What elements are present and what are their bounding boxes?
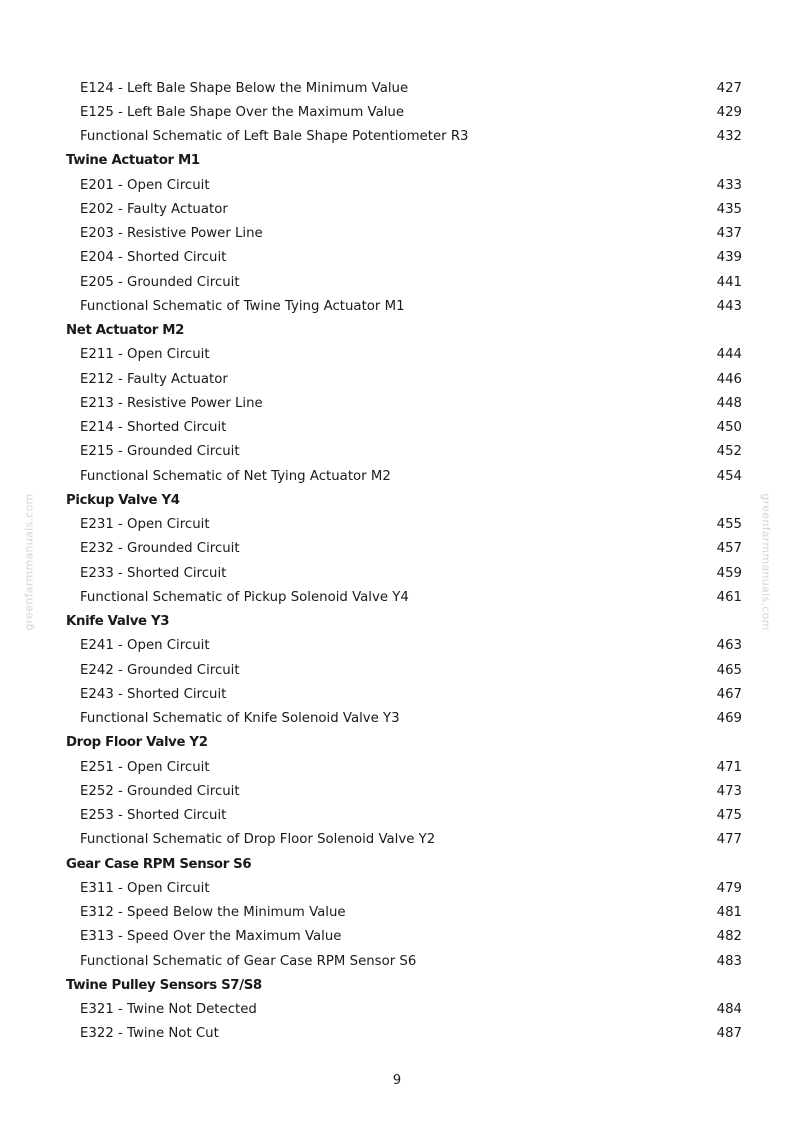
entry-page-number: 477 — [716, 832, 742, 848]
toc-entry[interactable] — [66, 173, 742, 197]
entry-page-number: 471 — [716, 759, 742, 775]
entry-page-number: 467 — [716, 686, 742, 702]
toc-entry[interactable] — [66, 949, 742, 973]
entry-title: E215 - Grounded Circuit — [80, 444, 240, 460]
table-of-contents — [66, 76, 742, 1046]
entry-title: E201 - Open Circuit — [80, 177, 210, 193]
toc-entry[interactable] — [66, 804, 742, 828]
entry-page-number: 433 — [716, 177, 742, 193]
toc-entry[interactable] — [66, 901, 742, 925]
entry-title: Functional Schematic of Twine Tying Actuator M1 — [80, 298, 405, 314]
entry-title: Functional Schematic of Drop Floor Solenoid Valve Y2 — [80, 832, 436, 848]
entry-page-number: 427 — [716, 80, 742, 96]
toc-entry[interactable] — [66, 197, 742, 221]
entry-page-number: 465 — [716, 662, 742, 678]
toc-entry[interactable] — [66, 391, 742, 415]
entry-title: Functional Schematic of Knife Solenoid Valve Y3 — [80, 711, 400, 727]
entry-title: E311 - Open Circuit — [80, 880, 210, 896]
entry-page-number: 463 — [716, 638, 742, 654]
toc-section-heading — [66, 731, 742, 755]
entry-title: Functional Schematic of Gear Case RPM Sensor S6 — [80, 953, 417, 969]
toc-entry[interactable] — [66, 755, 742, 779]
toc-entry[interactable] — [66, 513, 742, 537]
entry-page-number: 439 — [716, 250, 742, 266]
toc-entry[interactable] — [66, 76, 742, 100]
entry-page-number: 461 — [716, 589, 742, 605]
entry-page-number: 448 — [716, 395, 742, 411]
entry-page-number: 475 — [716, 808, 742, 824]
entry-page-number: 481 — [716, 905, 742, 921]
toc-section-heading — [66, 610, 742, 634]
entry-page-number: 452 — [716, 444, 742, 460]
page-number: 9 — [392, 1073, 402, 1088]
toc-entry[interactable] — [66, 585, 742, 609]
entry-title: E242 - Grounded Circuit — [80, 662, 240, 678]
entry-title: E204 - Shorted Circuit — [80, 250, 227, 266]
toc-entry[interactable] — [66, 294, 742, 318]
entry-page-number: 459 — [716, 565, 742, 581]
entry-title: E202 - Faulty Actuator — [80, 201, 228, 217]
entry-title: E213 - Resistive Power Line — [80, 395, 263, 411]
entry-title: Functional Schematic of Pickup Solenoid Valve Y4 — [80, 589, 409, 605]
section-title: Pickup Valve Y4 — [66, 492, 180, 508]
entry-page-number: 432 — [716, 129, 742, 145]
entry-page-number: 479 — [716, 880, 742, 896]
toc-entry[interactable] — [66, 367, 742, 391]
toc-entry[interactable] — [66, 222, 742, 246]
entry-page-number: 457 — [716, 541, 742, 557]
entry-page-number: 437 — [716, 226, 742, 242]
toc-entry[interactable] — [66, 270, 742, 294]
entry-page-number: 473 — [716, 783, 742, 799]
toc-section-heading — [66, 149, 742, 173]
toc-section-heading — [66, 852, 742, 876]
toc-entry[interactable] — [66, 925, 742, 949]
toc-section-heading — [66, 973, 742, 997]
entry-title: E251 - Open Circuit — [80, 759, 210, 775]
entry-page-number: 441 — [716, 274, 742, 290]
entry-page-number: 443 — [716, 298, 742, 314]
watermark-right: greenfarmmanuals.com — [759, 493, 773, 631]
toc-entry[interactable] — [66, 876, 742, 900]
entry-title: E252 - Grounded Circuit — [80, 783, 240, 799]
toc-entry[interactable] — [66, 658, 742, 682]
toc-section-heading — [66, 488, 742, 512]
toc-entry[interactable] — [66, 125, 742, 149]
entry-page-number: 483 — [716, 953, 742, 969]
watermark-left: greenfarmmanuals.com — [22, 493, 36, 631]
entry-title: E243 - Shorted Circuit — [80, 686, 227, 702]
entry-page-number: 450 — [716, 420, 742, 436]
entry-title: E124 - Left Bale Shape Below the Minimum Value — [80, 80, 409, 96]
toc-entry[interactable] — [66, 561, 742, 585]
entry-title: E203 - Resistive Power Line — [80, 226, 263, 242]
section-title: Drop Floor Valve Y2 — [66, 735, 208, 751]
entry-page-number: 469 — [716, 711, 742, 727]
entry-title: E233 - Shorted Circuit — [80, 565, 227, 581]
toc-entry[interactable] — [66, 634, 742, 658]
entry-page-number: 487 — [716, 1026, 742, 1042]
toc-entry[interactable] — [66, 707, 742, 731]
toc-entry[interactable] — [66, 537, 742, 561]
toc-entry[interactable] — [66, 416, 742, 440]
toc-entry[interactable] — [66, 998, 742, 1022]
entry-title: E125 - Left Bale Shape Over the Maximum Value — [80, 104, 405, 120]
section-title: Twine Pulley Sensors S7/S8 — [66, 977, 262, 993]
entry-title: E313 - Speed Over the Maximum Value — [80, 929, 342, 945]
toc-entry[interactable] — [66, 1022, 742, 1046]
entry-title: E312 - Speed Below the Minimum Value — [80, 905, 346, 921]
section-title: Net Actuator M2 — [66, 323, 185, 339]
entry-title: E253 - Shorted Circuit — [80, 808, 227, 824]
entry-page-number: 484 — [716, 1002, 742, 1018]
toc-entry[interactable] — [66, 100, 742, 124]
entry-title: E232 - Grounded Circuit — [80, 541, 240, 557]
entry-page-number: 454 — [716, 468, 742, 484]
entry-page-number: 455 — [716, 517, 742, 533]
entry-title: E231 - Open Circuit — [80, 517, 210, 533]
toc-entry[interactable] — [66, 682, 742, 706]
toc-entry[interactable] — [66, 779, 742, 803]
toc-section-heading — [66, 319, 742, 343]
entry-title: E205 - Grounded Circuit — [80, 274, 240, 290]
toc-entry[interactable] — [66, 828, 742, 852]
entry-page-number: 444 — [716, 347, 742, 363]
entry-title: E214 - Shorted Circuit — [80, 420, 227, 436]
entry-title: E322 - Twine Not Cut — [80, 1026, 219, 1042]
entry-page-number: 429 — [716, 104, 742, 120]
entry-title: E211 - Open Circuit — [80, 347, 210, 363]
entry-title: E241 - Open Circuit — [80, 638, 210, 654]
entry-title: Functional Schematic of Left Bale Shape Potentiometer R3 — [80, 129, 469, 145]
toc-entry[interactable] — [66, 246, 742, 270]
section-title: Twine Actuator M1 — [66, 153, 200, 169]
toc-entry[interactable] — [66, 440, 742, 464]
entry-title: E212 - Faulty Actuator — [80, 371, 228, 387]
toc-entry[interactable] — [66, 343, 742, 367]
entry-title: Functional Schematic of Net Tying Actuator M2 — [80, 468, 391, 484]
toc-entry[interactable] — [66, 464, 742, 488]
entry-title: E321 - Twine Not Detected — [80, 1002, 257, 1018]
entry-page-number: 435 — [716, 201, 742, 217]
section-title: Knife Valve Y3 — [66, 614, 170, 630]
section-title: Gear Case RPM Sensor S6 — [66, 856, 252, 872]
entry-page-number: 446 — [716, 371, 742, 387]
entry-page-number: 482 — [716, 929, 742, 945]
